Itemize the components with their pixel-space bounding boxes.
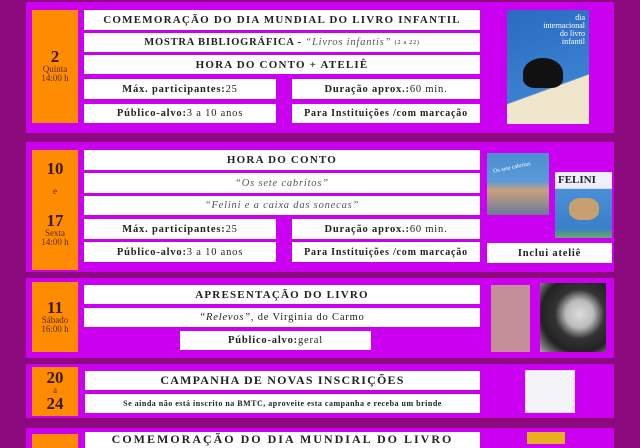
max-participants	[84, 219, 276, 239]
weekday: Sexta	[45, 228, 65, 238]
book-cover-relevos	[491, 285, 530, 352]
book-title: “Relevos”	[199, 312, 251, 323]
audience	[84, 104, 276, 123]
event-title: COMEMORAÇÃO DO DIA MUNDIAL DO LIVRO INFANTIL	[84, 10, 480, 30]
day-number: 11	[46, 298, 64, 317]
day-number: 17	[46, 211, 64, 230]
book-cover-sete-cabritos	[487, 153, 549, 215]
day-number: 24	[46, 394, 64, 413]
book-line	[84, 308, 480, 327]
audience-label: Público-alvo:	[228, 335, 298, 346]
event-image	[527, 432, 565, 444]
book-cover-felini	[555, 172, 612, 238]
max-participants-value: 25	[225, 83, 238, 95]
event-date	[32, 367, 78, 416]
event-panel-3	[26, 278, 614, 358]
book-author: , de Virginia do Carmo	[250, 312, 365, 323]
event-panel-1	[26, 2, 614, 133]
event-time: 14:00 h	[41, 237, 69, 247]
audience-value: 3 a 10 anos	[186, 108, 244, 119]
duration	[292, 79, 480, 99]
workshop-note: Inclui ateliê	[487, 243, 612, 263]
duration	[292, 219, 480, 239]
date-separator: a	[53, 385, 57, 395]
duration-label: Duração aprox.:	[324, 83, 410, 95]
event-date	[32, 10, 78, 123]
day-number: 20	[46, 368, 64, 387]
cover-title: Os sete cabritos	[492, 161, 532, 175]
activity-line: HORA DO CONTO + ATELIÊ	[84, 55, 480, 74]
day-number: 10	[46, 159, 64, 178]
event-title: COMEMORAÇÃO DO DIA MUNDIAL DO LIVRO	[85, 432, 480, 448]
exhibition-label: MOSTRA BIBLIOGRÁFICA -	[144, 37, 302, 48]
max-participants	[84, 79, 276, 99]
story-title: “Os sete cabritos”	[84, 173, 480, 193]
audience-value: geral	[297, 335, 323, 346]
event-time: 16:00 h	[41, 324, 69, 334]
event-panel-5	[26, 428, 614, 448]
duration-label: Duração aprox.:	[324, 223, 410, 235]
campaign-flyer-image	[525, 370, 575, 413]
event-date	[32, 150, 78, 270]
booking-info: Para Instituições /com marcação	[292, 104, 480, 123]
day-number: 2	[50, 47, 60, 66]
event-title: APRESENTAÇÃO DO LIVRO	[84, 285, 480, 304]
event-date	[32, 282, 78, 352]
poster-text: dia internacional do livro infantil	[543, 13, 585, 46]
audience	[84, 242, 276, 262]
event-panel-4	[26, 364, 614, 418]
event-title: HORA DO CONTO	[84, 150, 480, 170]
audience-value: 3 a 10 anos	[186, 246, 244, 258]
duration-value: 60 min.	[409, 223, 448, 235]
booking-info: Para Instituições /com marcação	[292, 242, 480, 262]
max-participants-label: Máx. participantes:	[122, 223, 226, 235]
audience-label: Público-alvo:	[116, 108, 187, 119]
exhibition-line	[84, 33, 480, 52]
campaign-text: Se ainda não está inscrito na BMTC, aproveite esta campanha e receba um brinde	[85, 394, 480, 413]
exhibition-title: “Livros infantis”	[305, 37, 392, 48]
event-time: 14:00 h	[41, 73, 69, 83]
audience-label: Público-alvo:	[116, 246, 187, 258]
max-participants-label: Máx. participantes:	[122, 83, 226, 95]
weekday: Quinta	[42, 64, 68, 74]
weekday: Sábado	[41, 315, 69, 325]
event-title: CAMPANHA DE NOVAS INSCRIÇÕES	[85, 371, 480, 390]
author-photo	[540, 283, 606, 352]
poster-image	[507, 10, 589, 124]
max-participants-value: 25	[225, 223, 238, 235]
event-panel-2	[26, 142, 614, 272]
exhibition-dates: (2 a 22)	[394, 39, 420, 46]
cover-title: FELINI	[558, 174, 596, 186]
duration-value: 60 min.	[409, 83, 448, 95]
audience	[180, 331, 371, 350]
event-date	[32, 434, 78, 448]
story-title: “Felini e a caixa das sonecas”	[84, 196, 480, 215]
date-separator: e	[53, 186, 57, 196]
